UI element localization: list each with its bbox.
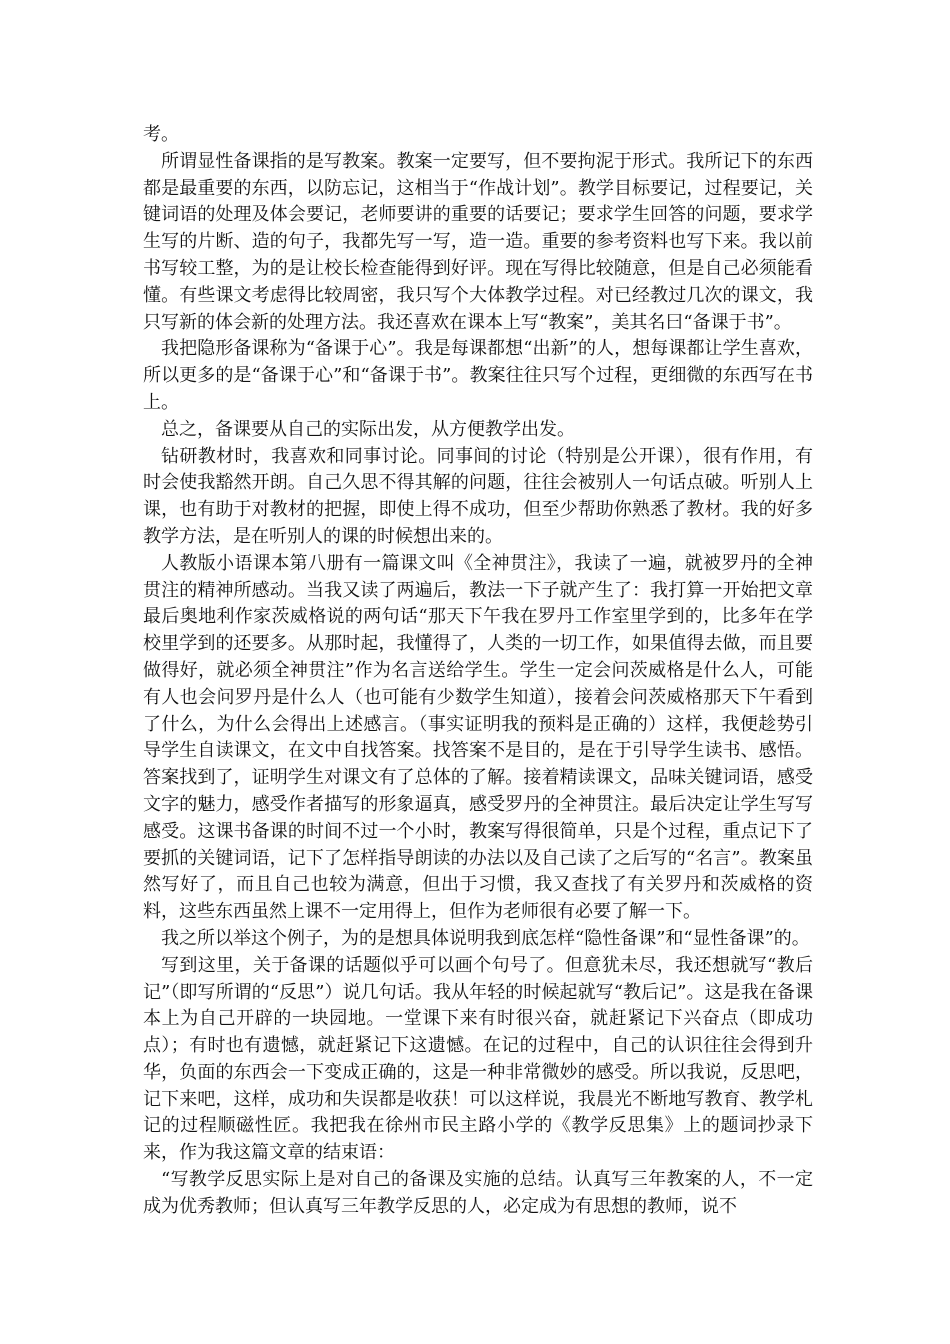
paragraph-explicit-lesson-prep: 所谓显性备课指的是写教案。教案一定要写，但不要拘泥于形式。我所记下的东西都是最重要的东西，以防忘记，这相当于“作战计划”。教学目标要记，过程要记，关键词语的处理及体会要记，老师要讲的重要的话要记；要求学生回答的问题，要求学生写的片断、造的句子，我都先写一写，造一造。重要的参考资料也写下来。我以前书写较工整，为的是让校长检查能得到好评。现在写得比较随意，但是自己必须能看懂。有些课文考虑得比较周密，我只写个大体教学过程。对已经教过几次的课文，我只写新的体会新的处理方法。我还喜欢在课本上写“教案”，美其名曰“备课于书”。 — [143, 150, 813, 333]
paragraph-example-purpose: 我之所以举这个例子，为的是想具体说明我到底怎样“隐性备课”和“显性备课”的。 — [161, 927, 810, 949]
paragraph-reflection: 写到这里，关于备课的话题似乎可以画个句号了。但意犹未尽，我还想就写“教后记”（即写所谓的“反思”）说几句话。我从年轻的时候起就写“教后记”。这是我在备课本上为自己开辟的一块园地。一堂课下来有时很兴奋，就赶紧记下兴奋点（即成功点）；有时也有遗憾，就赶紧记下这遗憾。在记的过程中，自己的认识往往会得到升华，负面的东西会一下变成正确的，这是一种非常微妙的感受。所以我说，反思吧，记下来吧，这样，成功和失误都是收获！可以这样说，我晨光不断地写教育、教学札记的过程顺磁性匠。我把我在徐州市民主路小学的《教学反思集》上的题词抄录下来，作为我这篇文章的结束语： — [143, 954, 813, 1164]
paragraph-example-lesson: 人教版小语课本第八册有一篇课文叫《全神贯注》，我读了一遍，就被罗丹的全神贯注的精神所感动。当我又读了两遍后，教法一下子就产生了：我打算一开始把文章最后奥地利作家茨威格说的两句话“那天下午我在罗丹工作室里学到的，比多年在学校里学到的还要多。从那时起，我懂得了，人类的一切工作，如果值得去做，而且要做得好，就必须全神贯注”作为名言送给学生。学生一定会问茨威格是什么人，可能有人也会问罗丹是什么人（也可能有少数学生知道），接着会问茨威格那天下午看到了什么，为什么会得出上述感言。（事实证明我的预料是正确的）这样，我便趁势引导学生自读课文，在文中自找答案。找答案不是目的，是在于引导学生读书、感悟。答案找到了，证明学生对课文有了总体的了解。接着精读课文，品味关键词语，感受文字的魅力，感受作者描写的形象逼真，感受罗丹的全神贯注。最后决定让学生写写感受。这课书备课的时间不过一个小时，教案写得很简单，只是个过程，重点记下了要抓的关键词语，记下了怎样指导朗读的办法以及自己读了之后写的“名言”。教案虽然写好了，而且自己也较为满意，但出于习惯，我又查找了有关罗丹和茨威格的资料，这些东西虽然上课不一定用得上，但作为老师很有必要了解一下。 — [143, 552, 813, 923]
paragraph-continuation: 考。 — [143, 124, 179, 145]
paragraph-summary: 总之，备课要从自己的实际出发，从方便教学出发。 — [161, 418, 575, 440]
paragraph-closing-quote: “写教学反思实际上是对自己的备课及实施的总结。认真写三年教案的人，不一定成为优秀教师；但认真写三年教学反思的人，必定成为有思想的教师，说不 — [143, 1169, 813, 1217]
document-page — [143, 122, 813, 1221]
paragraph-implicit-lesson-prep: 我把隐形备课称为“备课于心”。我是每课都想“出新”的人，想每课都让学生喜欢，所以更多的是“备课于心”和“备课于书”。教案往往只写个过程，更细微的东西写在书上。 — [143, 338, 813, 413]
paragraph-colleague-discussion: 钻研教材时，我喜欢和同事讨论。同事间的讨论（特别是公开课），很有作用，有时会使我豁然开朗。自己久思不得其解的问题，往往会被别人一句话点破。听别人上课，也有助于对教材的把握，即使上得不成功，但至少帮助你熟悉了教材。我的好多教学方法，是在听别人的课的时候想出来的。 — [143, 445, 813, 547]
